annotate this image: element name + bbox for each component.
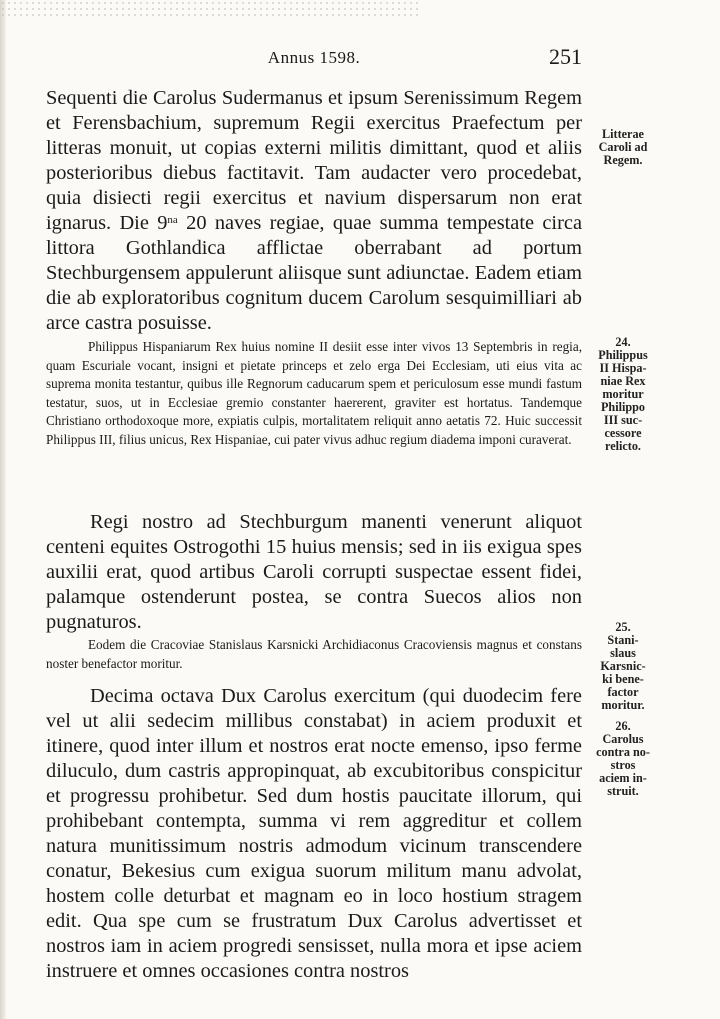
- running-title: Annus 1598.: [267, 48, 361, 67]
- note-line: cessore: [604, 426, 642, 440]
- note-line: Philippo: [600, 400, 646, 414]
- note-line: Litterae: [602, 127, 644, 141]
- note-line: factor: [607, 685, 639, 699]
- note-line: relicto.: [605, 439, 641, 453]
- margin-note-stanislaus: [590, 621, 656, 712]
- note-line: moritur: [602, 387, 644, 401]
- margin-note-litterae: [590, 128, 656, 167]
- note-line: struit.: [607, 784, 639, 798]
- note-line: stros: [610, 758, 636, 772]
- paragraph-text: 20 naves regiae, quae summa tempestate circa littora Gothlandica afflictae oberrabant ad portum Stechburgensem appulerunt aliisque sunt adiunctae. Eadem etiam die ab exploratoribus cognitum ducem Carolum sesquimilliari ab arce castra posuisse.: [46, 212, 582, 334]
- note-line: niae Rex: [600, 374, 646, 388]
- note-line: II Hispa-: [599, 361, 647, 375]
- note-line: Regem.: [603, 153, 643, 167]
- note-line: Philippus: [598, 348, 648, 362]
- note-line: ki bene-: [602, 672, 644, 686]
- paragraph-text: Sequenti die Carolus Sudermanus et ipsum Serenissimum Regem et Ferensbachium, supremum Regii exercitus Praefectum per litteras monuit, ut copias externi militis dimittant, quod et aliis posterioribus diebus factitavit. Tam audacter vero procedebat, quia disiecti regii exercitus et navium dispersarum non erat ignarus. Die 9: [46, 87, 582, 234]
- note-line: Stani-: [607, 633, 639, 647]
- note-number: 24.: [615, 335, 631, 349]
- margin-note-philippus: [590, 336, 656, 453]
- note-line: contra no-: [596, 745, 650, 759]
- scan-edge: [0, 0, 6, 1019]
- note-line: Caroli ad: [598, 140, 648, 154]
- note-line: Karsnic-: [600, 659, 646, 673]
- note-line: slaus: [610, 646, 636, 660]
- note-number: 25.: [615, 620, 631, 634]
- ordinal-superscript: na: [167, 214, 178, 226]
- note-line: Carolus: [602, 732, 644, 746]
- page-header: [46, 44, 582, 74]
- note-line: aciem in-: [599, 771, 647, 785]
- paragraph-philippus-death: Philippus Hispaniarum Rex huius nomine II desiit esse inter vivos 13 Septembris in regia, quam Escuriale vocant, insigni et pietate princeps et zelo erga Dei Ecclesiam, uti eius vita ac suprema monita testantur, quibus ille Regnorum caducarum spem et periculosum esse mundi fastum testatur, suos, ut in Ecclesiae gremio constanter haererent, graviter est hortatus. Tandemque Christiano orthodoxoque more, expiatis culpis, mortalitatem reliquit anno aetatis 72. Huic successit Philippus III, filius unicus, Rex Hispaniae, cui pater vivus adhuc regium diadema imponi curaverat.: [46, 339, 582, 447]
- paragraph-ostrogothi: Regi nostro ad Stechburgum manenti venerunt aliquot centeni equites Ostrogothi 15 huius mensis; sed in iis exigua spes auxilii erat, quod artibus Caroli corrupti suspectae essent fidei, palamque ostenderunt postea, se contra Suecos alios non pugnaturos.: [46, 511, 582, 633]
- page-number: 251: [549, 44, 582, 69]
- scan-noise: [0, 0, 420, 18]
- margin-note-carolus: [590, 720, 656, 798]
- note-number: 26.: [615, 719, 631, 733]
- note-line: moritur.: [601, 698, 645, 712]
- paragraph-sudermanus-letters: [46, 86, 582, 336]
- note-line: III suc-: [603, 413, 643, 427]
- paragraph-karsnicki: Eodem die Cracoviae Stanislaus Karsnicki Archidiaconus Cracoviensis magnus et constans noster benefactor moritur.: [46, 637, 582, 671]
- paragraph-carolus-aciem: Decima octava Dux Carolus exercitum (qui duodecim fere vel ut alii sedecim millibus constabat) in aciem produxit et itinere, quod inter illum et nostros erat nocte emenso, ipso ferme diluculo, dum castris appropinquat, ab excubitoribus conspicitur et progressu prohibetur. Sed dum hostis paucitate illorum, qui prohibebant contempta, summa vi rem aggreditur et collem natura munitissimum nostris admodum vicinum transcendere conatur, Bekesius cum exigua suorum militum manu advolat, hostem colle deturbat et magnam eo in loco hostium stragem edit. Qua spe cum se frustratum Dux Carolus advertisset et nostros iam in aciem progredi sensisset, nulla mora et ipse aciem instruere et omnes occasiones contra nostros: [46, 685, 582, 982]
